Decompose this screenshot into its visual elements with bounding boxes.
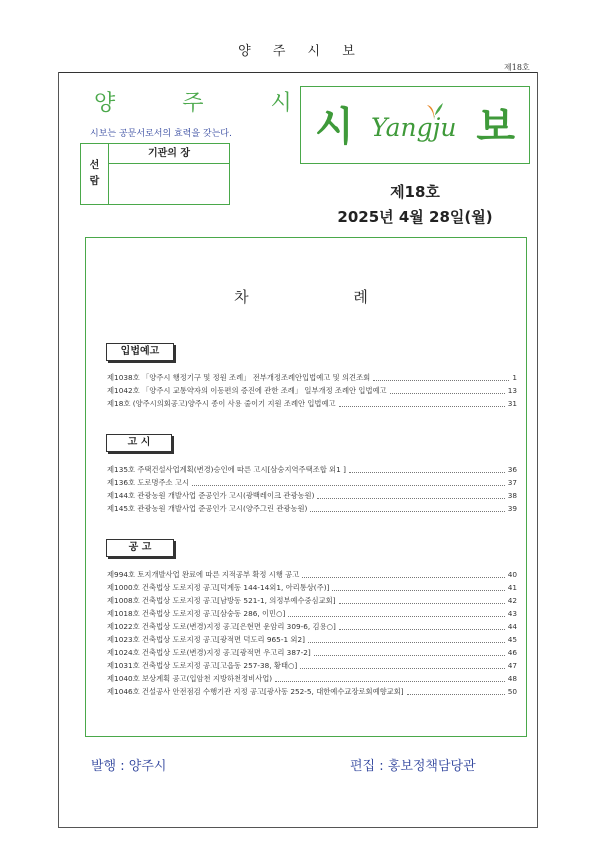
toc-item-title: 제1040호 보상계획 공고(입암천 지방하천정비사업) (107, 674, 273, 683)
toc-leader (407, 686, 505, 695)
issue-number: 제18호 (390, 183, 440, 201)
gazette-logo-box (300, 86, 530, 164)
toc-title: 차 례 (234, 288, 418, 306)
toc-item-page: 50 (507, 687, 517, 696)
toc-leader (317, 490, 504, 499)
toc-item-title: 제1046호 건설공사 안전점검 수행기관 지정 공고[광사동 252-5, 대한예수교장로회예향교회] (107, 687, 404, 696)
toc-item-title: 제1018호 건축법상 도로지정 공고[삼숭동 286, 이민○] (107, 609, 286, 618)
toc-item-page: 46 (507, 648, 517, 657)
toc-item[interactable] (107, 503, 517, 515)
toc-leader (332, 582, 504, 591)
toc-leader (314, 647, 505, 656)
toc-item[interactable] (107, 595, 517, 607)
toc-item-page: 13 (507, 386, 517, 395)
toc-item-page: 36 (507, 465, 517, 474)
toc-item[interactable] (107, 608, 517, 620)
footer-editor: 편집 : 홍보정책담당관 (350, 759, 476, 774)
toc-item[interactable] (107, 582, 517, 594)
toc-item-title: 제1042호 「양주시 교통약자의 이동편의 증진에 관한 조례」 일부개정 조례안 입법예고 (107, 386, 387, 395)
toc-section-legislative-notice: 입법예고 (106, 343, 174, 361)
toc-item-page: 41 (507, 583, 517, 592)
toc-item-page: 43 (507, 609, 517, 618)
toc-item-title: 제1000호 건축법상 도로지정 공고[덕계동 144-14외1, 아리통상(주)] (107, 583, 330, 592)
city-name: 양 주 시 (94, 91, 322, 116)
toc-item-title: 제145호 관광농원 개발사업 준공인가 고시(양주그린 관광농원) (107, 504, 308, 513)
issue-date: 2025년 4월 28일(월) (337, 208, 493, 226)
toc-item[interactable] (107, 372, 517, 384)
toc-item[interactable] (107, 660, 517, 672)
toc-item-title: 제1024호 건축법상 도로(변경)지정 공고[광적면 우고리 387-2] (107, 648, 311, 657)
legal-notice: 시보는 공문서로서의 효력을 갖는다. (90, 129, 232, 139)
sprout-icon (423, 101, 445, 121)
toc-leader (339, 621, 505, 630)
selection-side-label-1: 선 (89, 160, 100, 171)
footer-publisher: 발행 : 양주시 (91, 759, 167, 774)
toc-leader (339, 398, 505, 407)
toc-item-title: 제1031호 건축법상 도로지정 공고[고읍동 257-38, 황태○] (107, 661, 298, 670)
gazette-right-char: 보 (476, 104, 515, 150)
toc-item-title: 제1038호 「양주시 행정기구 및 정원 조례」 전부개정조례안입법예고 및 의견조회 (107, 373, 371, 382)
selection-table (80, 143, 230, 205)
toc-item[interactable] (107, 464, 517, 476)
toc-item-title: 제1023호 건축법상 도로지정 공고[광적면 덕도리 965-1 외2] (107, 635, 305, 644)
toc-leader (390, 385, 505, 394)
toc-leader (310, 503, 504, 512)
toc-item-page: 48 (507, 674, 517, 683)
page-header-title: 양 주 시 보 (238, 44, 364, 59)
toc-item-title: 제994호 토지개발사업 완료에 따른 지적공부 확정 시행 공고 (107, 570, 300, 579)
toc-item[interactable] (107, 385, 517, 397)
toc-item-page: 40 (507, 570, 517, 579)
toc-item[interactable] (107, 673, 517, 685)
toc-item[interactable] (107, 477, 517, 489)
toc-item-title: 제18호 (양주시의회공고)양주시 종이 사용 줄이기 지원 조례안 입법예고 (107, 399, 336, 408)
toc-leader (302, 569, 504, 578)
selection-column-header: 기관의 장 (109, 144, 229, 164)
toc-item-page: 31 (507, 399, 517, 408)
toc-leader (288, 608, 504, 617)
toc-leader (308, 634, 505, 643)
toc-item[interactable] (107, 398, 517, 410)
gazette-left-char: 시 (315, 104, 354, 150)
selection-side-label (81, 144, 109, 204)
toc-item[interactable] (107, 634, 517, 646)
yangju-logo-text: Yangju (371, 113, 457, 142)
toc-item[interactable] (107, 490, 517, 502)
toc-leader (300, 660, 504, 669)
toc-item-page: 45 (507, 635, 517, 644)
toc-leader (349, 464, 505, 473)
toc-item-page: 37 (507, 478, 517, 487)
toc-leader (339, 595, 505, 604)
selection-side-label-2: 람 (89, 176, 100, 187)
toc-item-page: 47 (507, 661, 517, 670)
header-issue-tag: 제18호 (504, 63, 530, 72)
toc-leader (275, 673, 505, 682)
toc-item-page: 1 (512, 373, 517, 382)
toc-item[interactable] (107, 569, 517, 581)
toc-item[interactable] (107, 647, 517, 659)
toc-leader (373, 372, 509, 381)
toc-item-title: 제135호 주택건설사업계획(변경)승인에 따른 고시[삼숭지역주택조합 외1 ] (107, 465, 346, 474)
toc-section-public-notice: 고 시 (106, 434, 172, 452)
toc-item-page: 44 (507, 622, 517, 631)
toc-item-title: 제144호 관광농원 개발사업 준공인가 고시(광백레이크 관광농원) (107, 491, 315, 500)
toc-item-title: 제1022호 건축법상 도로(변경)지정 공고[은현면 운암리 309-6, 김용○] (107, 622, 336, 631)
toc-item-title: 제136호 도로명주소 고시 (107, 478, 190, 487)
toc-section-announcement: 공 고 (106, 539, 174, 557)
toc-item[interactable] (107, 621, 517, 633)
toc-item-page: 39 (507, 504, 517, 513)
toc-item[interactable] (107, 686, 517, 698)
toc-leader (192, 477, 505, 486)
toc-item-page: 42 (507, 596, 517, 605)
toc-item-page: 38 (507, 491, 517, 500)
toc-item-title: 제1008호 건축법상 도로지정 공고[남방동 521-1, 의정부예수중심교회] (107, 596, 336, 605)
